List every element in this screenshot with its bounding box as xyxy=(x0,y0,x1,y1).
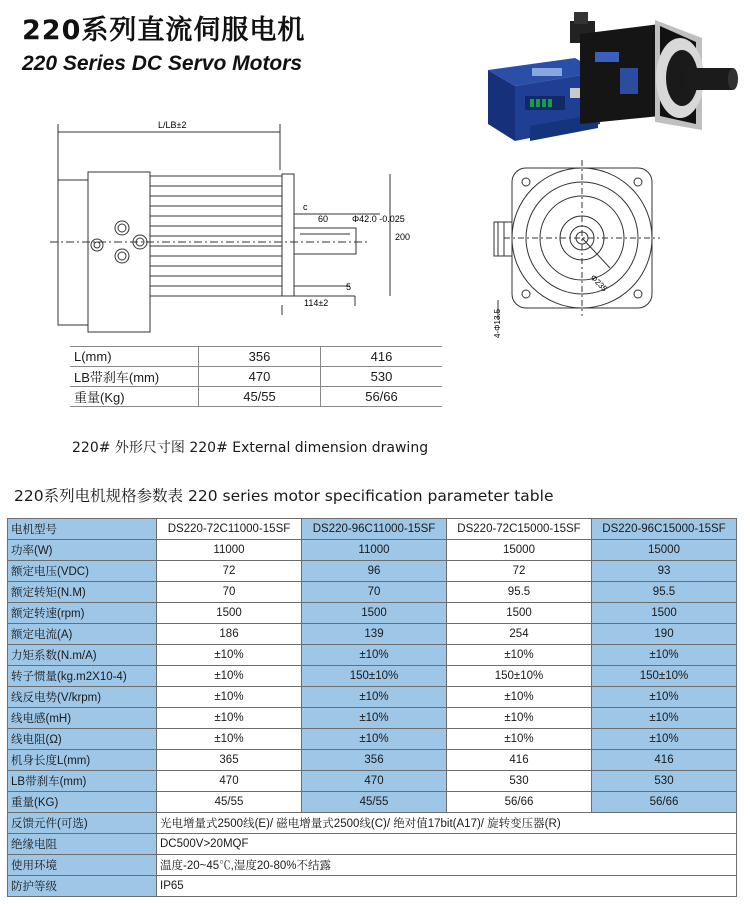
spec-row-label: 使用环境 xyxy=(8,855,157,876)
table-row xyxy=(8,834,737,855)
spec-cell: 1500 xyxy=(157,603,302,624)
table-row xyxy=(8,561,737,582)
spec-row-label: 线反电势(V/krpm) xyxy=(8,687,157,708)
table-row xyxy=(8,729,737,750)
dim-cell: 416 xyxy=(321,347,443,367)
dim-shaft-label: Φ42.0 -0.025 xyxy=(352,214,405,224)
table-row xyxy=(8,519,737,540)
spec-row-label: 线电感(mH) xyxy=(8,708,157,729)
spec-cell: 93 xyxy=(592,561,737,582)
table-row xyxy=(8,603,737,624)
dimension-table xyxy=(70,346,442,407)
spec-cell: 150±10% xyxy=(592,666,737,687)
spec-cell: 530 xyxy=(447,771,592,792)
spec-row-label: 线电阻(Ω) xyxy=(8,729,157,750)
spec-cell: ±10% xyxy=(302,687,447,708)
spec-cell: 1500 xyxy=(592,603,737,624)
spec-cell: ±10% xyxy=(157,708,302,729)
spec-cell: 416 xyxy=(447,750,592,771)
dim-5-label: 5 xyxy=(346,282,352,292)
spec-row-label: 力矩系数(N.m/A) xyxy=(8,645,157,666)
table-row xyxy=(8,540,737,561)
side-view-drawing xyxy=(50,110,430,340)
spec-cell: ±10% xyxy=(302,645,447,666)
spec-cell: 150±10% xyxy=(447,666,592,687)
spec-table xyxy=(7,518,737,897)
spec-cell: 470 xyxy=(302,771,447,792)
spec-cell: ±10% xyxy=(447,729,592,750)
table-row xyxy=(8,750,737,771)
dim-c-label: c xyxy=(303,202,308,212)
spec-cell: 45/55 xyxy=(302,792,447,813)
table-row xyxy=(70,367,442,387)
spec-cell: ±10% xyxy=(302,729,447,750)
table-row xyxy=(8,792,737,813)
spec-row-label: 额定转速(rpm) xyxy=(8,603,157,624)
spec-cell: 150±10% xyxy=(302,666,447,687)
spec-cell: 95.5 xyxy=(592,582,737,603)
spec-cell: ±10% xyxy=(302,708,447,729)
dim-200-label: 200 xyxy=(395,232,411,242)
spec-cell: ±10% xyxy=(447,687,592,708)
spec-cell: ±10% xyxy=(157,729,302,750)
spec-cell: ±10% xyxy=(592,708,737,729)
spec-row-label: 绝缘电阻 xyxy=(8,834,157,855)
table-row xyxy=(8,666,737,687)
spec-cell: 186 xyxy=(157,624,302,645)
spec-row-label: 防护等级 xyxy=(8,876,157,897)
spec-cell: 416 xyxy=(592,750,737,771)
table-row xyxy=(8,771,737,792)
dim-114-label: 114±2 xyxy=(304,298,329,308)
product-photo xyxy=(470,6,745,146)
servo-motor-image xyxy=(570,12,738,130)
spec-table-title: 220系列电机规格参数表 220 series motor specification parameter table xyxy=(14,487,554,505)
dim-length-label: L/LB±2 xyxy=(158,120,187,130)
spec-cell: 365 xyxy=(157,750,302,771)
table-row xyxy=(8,687,737,708)
spec-cell: 70 xyxy=(157,582,302,603)
spec-row-label: 额定转矩(N.M) xyxy=(8,582,157,603)
spec-wide-cell: 温度-20~45℃,湿度20-80%不结露 xyxy=(157,855,737,876)
spec-cell: ±10% xyxy=(447,645,592,666)
table-row xyxy=(8,876,737,897)
table-row xyxy=(70,387,442,407)
spec-cell: 15000 xyxy=(592,540,737,561)
spec-cell: 96 xyxy=(302,561,447,582)
spec-cell: ±10% xyxy=(157,666,302,687)
spec-cell: ±10% xyxy=(157,645,302,666)
dim-cell: 56/66 xyxy=(321,387,443,407)
dim-cell: 470 xyxy=(199,367,321,387)
spec-wide-cell: DC500V>20MQF xyxy=(157,834,737,855)
dim-cell: 45/55 xyxy=(199,387,321,407)
spec-row-label: 额定电流(A) xyxy=(8,624,157,645)
table-row xyxy=(8,645,737,666)
dim-row-label: LB带刹车(mm) xyxy=(70,367,199,387)
dim-hole-label: 4-Φ13.5 xyxy=(493,308,502,338)
spec-cell: 1500 xyxy=(302,603,447,624)
spec-cell: DS220-72C15000-15SF xyxy=(447,519,592,540)
spec-cell: 15000 xyxy=(447,540,592,561)
spec-cell: 72 xyxy=(157,561,302,582)
spec-row-label: LB带刹车(mm) xyxy=(8,771,157,792)
spec-cell: DS220-72C11000-15SF xyxy=(157,519,302,540)
table-row xyxy=(8,813,737,834)
spec-row-label: 重量(KG) xyxy=(8,792,157,813)
spec-cell: ±10% xyxy=(447,708,592,729)
spec-cell: DS220-96C15000-15SF xyxy=(592,519,737,540)
spec-cell: 11000 xyxy=(302,540,447,561)
page-title-en: 220 Series DC Servo Motors xyxy=(22,52,303,75)
spec-cell: 1500 xyxy=(447,603,592,624)
dim-row-label: L(mm) xyxy=(70,347,199,367)
dimension-caption: 220# 外形尺寸图 220# External dimension drawing xyxy=(72,440,429,456)
spec-cell: 70 xyxy=(302,582,447,603)
spec-cell: 139 xyxy=(302,624,447,645)
spec-cell: 11000 xyxy=(157,540,302,561)
spec-cell: ±10% xyxy=(592,687,737,708)
spec-row-label: 功率(W) xyxy=(8,540,157,561)
dim-row-label: 重量(Kg) xyxy=(70,387,199,407)
page-title-cn: 220系列直流伺服电机 xyxy=(22,15,306,46)
spec-cell: DS220-96C11000-15SF xyxy=(302,519,447,540)
spec-cell: 45/55 xyxy=(157,792,302,813)
table-row xyxy=(8,855,737,876)
spec-cell: 72 xyxy=(447,561,592,582)
spec-cell: ±10% xyxy=(157,687,302,708)
spec-cell: 190 xyxy=(592,624,737,645)
spec-row-label: 电机型号 xyxy=(8,519,157,540)
dim-cell: 356 xyxy=(199,347,321,367)
spec-cell: 530 xyxy=(592,771,737,792)
dim-cell: 530 xyxy=(321,367,443,387)
spec-row-label: 转子惯量(kg.m2X10-4) xyxy=(8,666,157,687)
spec-wide-cell: 光电增量式2500线(E)/ 磁电增量式2500线(C)/ 绝对值17bit(A17)/ 旋转变压器(R) xyxy=(157,813,737,834)
spec-cell: 56/66 xyxy=(592,792,737,813)
spec-cell: 470 xyxy=(157,771,302,792)
dim-pcd-label: Φ235 xyxy=(588,273,609,294)
spec-cell: ±10% xyxy=(592,645,737,666)
spec-row-label: 机身长度L(mm) xyxy=(8,750,157,771)
spec-cell: 56/66 xyxy=(447,792,592,813)
spec-wide-cell: IP65 xyxy=(157,876,737,897)
dim-60-label: 60 xyxy=(318,214,329,224)
spec-row-label: 反馈元件(可选) xyxy=(8,813,157,834)
spec-row-label: 额定电压(VDC) xyxy=(8,561,157,582)
spec-cell: ±10% xyxy=(592,729,737,750)
table-row xyxy=(8,624,737,645)
front-view-drawing xyxy=(490,160,660,340)
table-row xyxy=(8,708,737,729)
spec-cell: 95.5 xyxy=(447,582,592,603)
spec-cell: 356 xyxy=(302,750,447,771)
table-row xyxy=(8,582,737,603)
spec-cell: 254 xyxy=(447,624,592,645)
table-row xyxy=(70,347,442,367)
